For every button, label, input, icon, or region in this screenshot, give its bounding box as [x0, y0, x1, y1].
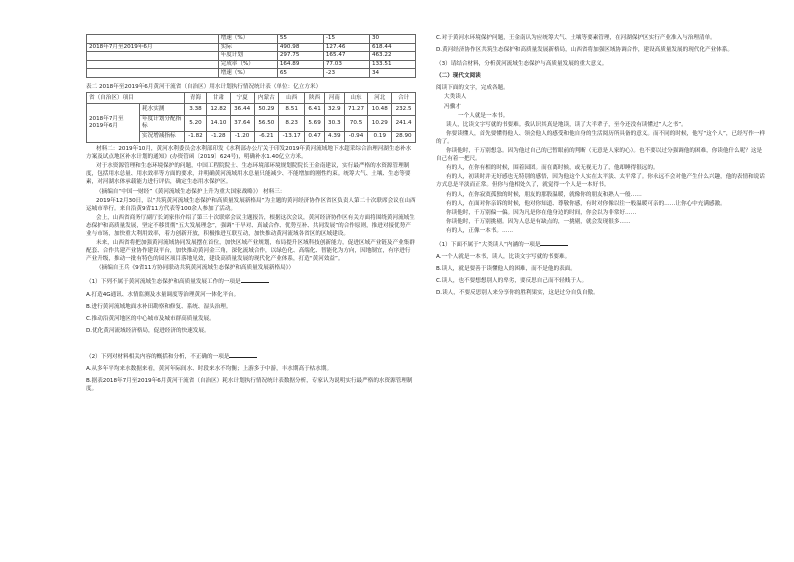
body-paragraph: 会上，山西省商务厅副厅长刘家伟介绍了第三十次联席会议主题报告，根据这次会议，黄河经济协作区有关方面将围绕黄河流域生态保护和高质量发展，坚定不移贯彻“五大发展理念”，强调“干旱对、真诚合作、优势互补、共同发展”的合作原则，推进对接优势产业与市场，加快重大利用效率，着力创新开放，积极推进互联互动，加快推动黄河流域各省区的区域建设。: [86, 214, 415, 237]
table-row: 2018年7月至2019年6月 耗水实测 3.38 12.82 36.44 50.29 8.51 6.41 32.9 71.27 10.48 232.5: [87, 104, 416, 116]
essay-title: 大类读人: [444, 94, 467, 101]
table-2-caption: 表二 2018年至2019年6月黄河干流省（自治区）用水计划执行情况统计表（单位：亿立方米）: [86, 83, 322, 90]
option-a: A.从多年平均来水数据来看，黄河年际间水、时段来水不均衡；上游多于中游，丰水期高于枯水期。: [86, 366, 333, 373]
answer-blank: [540, 239, 568, 246]
question-1: （1）下列不属于黄河流域生态保护和高质量发展工作的一项是: [86, 276, 416, 286]
reading-intro: 阅读下面的文字，完成各题。: [436, 85, 509, 92]
table-row: 2018年7月至2019年6月 实际 490.98 127.46 618.44: [87, 43, 416, 52]
material-2-paragraph: 材料二：2019年10月，黄河水利委员会水利部印发《水利部办公厅关于印发2019年黄河流域地下水超采综合治理河湖生态补水方案及试点地区补水计划的通知》(办资管函〔2019〕624号)，明确补水1.40亿立方米。: [86, 146, 412, 161]
option-c: C.推动沿黄河地区的中心城市及城市群高质量发展。: [86, 315, 215, 322]
essay-paragraph: 有的人，在你有相的时候，围着园团。而在离时候，或无视无力了，他却睡得很远的。: [446, 165, 659, 172]
option-d: D.读人，不要反思别人来分享你的胜利果实，这是过分自负自傲。: [436, 290, 599, 297]
table-header-row: 省（自治区）项目 青海 甘肃 宁夏 内蒙古 山西 陕西 河南 山东 河北 合计: [87, 92, 416, 104]
option-a: A.打造4G通讯、水情监测及水量调度等治理黄河一体化平台。: [86, 291, 240, 298]
water-data-table-1: [86, 34, 416, 78]
source-citation: （摘编自王兵《9省11方协同联动共筑黄河流域生态保护和高质量发展新格局》）: [96, 265, 295, 272]
essay-author: 冯骥才: [444, 103, 461, 110]
essay-paragraph: 你读他时，千万别挑剔。因为人总是有缺点的，一挑剔，就会发现很多……: [446, 218, 631, 225]
essay-paragraph: 有的人，初读时并无好感也无特别的感悟，因为他这个人实在太平淡、太平常了。你永远不会对他产生什么兴趣，他的表情和说话方式总是平淡而正常。但你与他相处久了，就觉得一个人是一本好书。: [436, 174, 765, 189]
question-2: （2）下列对材料相关内容的概括和分析，不正确的一项是: [86, 351, 416, 361]
essay-first-line: 一个人就是一本书。: [458, 112, 509, 119]
essay-paragraph: 有的人，正像一本书。……: [446, 227, 514, 234]
option-b: B.据表2018年7月至2019年6月黄河干流省（自治区）耗水计划执行情况统计表数据分析，专家认为说明实行最严格的水资源管理制度。: [86, 378, 413, 393]
right-column: [436, 34, 766, 301]
body-paragraph: 对于水资源管理和生态环境保护的问题，中国工程院院士、生态环境部环境规划院院长王金南建议，实行最严格的水资源管理制度，包括用水总量、用水效率等方面的要求，并明确黄河流域用水总量只能减少、不能增加的刚性约束。统筹大气、土壤、生态等要素，对河湖水体承载能力进行评估，确定生态用水保护区。: [86, 163, 411, 186]
table-row: 增速（%） 65 -23 34: [87, 69, 416, 78]
left-column: [86, 34, 416, 397]
essay-paragraph: 你要读懂人，首先要懂得他人、领会他人的感受和他自身的生活阅历所具备的意义。而不同的时候，他写“这个人”，已经写作一样的了。: [436, 130, 766, 145]
source-text: （摘编自“中国一财经”《黄河流域生态保护上升为重大国家战略》）: [96, 188, 262, 195]
water-data-table-2: [86, 92, 416, 143]
option-a: A.一个人就是一本书，读人，比读文字写就的书要难。: [436, 254, 571, 261]
option-d: D.优化黄河流域经济格局，促进经济的快速发展。: [86, 327, 210, 334]
table-row: 年度计划分配指标 5.20 14.10 37.64 56.50 8.23 5.69 30.3 70.5 10.29 241.4: [87, 115, 416, 131]
essay-paragraph: 你读他时，千万别想急。因为他过自己的已暂眼前的判断（无意是人家的心）。也不要以过分强调他的困难，你读他什么呢？这是自己有着一把尺。: [436, 148, 763, 163]
option-c: C.对于黄河水环境保护问题，王金南认为应统筹大气、土壤等要素管理，在河湖保护区实行产业准入与治理清单。: [436, 35, 716, 41]
answer-blank: [229, 351, 257, 358]
source-citation: [86, 188, 416, 196]
option-d: D.黄河经济协作区共筑生态保护和高质量发展新格局，山西省将加强区域协调合作，建设高质量发展的现代化产业体系。: [436, 47, 733, 54]
option-b: B.读人，就是要善于读懂他人的困难，而不是他的表面。: [436, 266, 576, 273]
essay-paragraph: 你读他时，千万别偏一偏。因为凡是你在他身边的时间，你会以为非常好……: [446, 209, 637, 216]
option-c: C.读人，也不要想想别人的卑劣，要反思自己而不轻贱于人。: [436, 278, 588, 285]
option-b: B.进行黄河流域地面水补田勘察和修复、系统、湿头治理。: [86, 303, 232, 310]
reading-question-1: （1）下面不属于“大类读人”内涵的一项是: [436, 239, 766, 249]
table-row: 增速（%） 55 -15 30: [87, 35, 416, 44]
section-title: （二）现代文阅读: [436, 73, 481, 80]
essay-paragraph: 有的人，在你寂寞孤独的时候，朋友的那股温暖，就像你的朋友和熟人一般……: [446, 191, 642, 198]
body-paragraph: 2019年12月30日，以“共筑黄河流域生态保护和高质量发展新格局”为主题的黄河经济协作区省区负责人第二十次联席会议在山西运城市举行。来自沿黄9省11方代表等100余人参加了活动。: [86, 197, 416, 212]
table-row: 完成率（%） 164.89 77.03 133.51: [87, 60, 416, 69]
material-3-label: 材料三：: [263, 188, 286, 195]
question-3: （3）请结合材料，分析黄河流域生态保护与高质量发展的重大意义。: [436, 61, 608, 68]
answer-blank: [241, 276, 269, 283]
essay-paragraph: 有的人，在面对你亲诉的时候，他对你知道、尊敬你感，有时对你像以往一般温暖可亲的……让你心中充满感激。: [446, 200, 726, 207]
body-paragraph: 未来，山西省将把加强黄河流域协同发展摆在首位，加快区域产业规划，布局提升区域科技创新能力，促进区域产业链及产业集群配套、合作共建产业协作建设平台，加快推动黄河金三角，深化流域合作，以绿色化、高端化、智能化为方向，因地制宜，有序进行产业升级，推动一批有特色的园区项目落地见效，建设高质量发展的现代化产业体系，打造“黄河效益”。: [86, 240, 415, 263]
table-row: 实况增减指标 -1.82 -1.28 -1.20 -6.21 -13.17 0.47 4.39 -0.94 0.19 28.90: [87, 131, 416, 143]
essay-paragraph: 读人，比读文字写就的书要难。我认识其真是地读，读了大半辈子，至今还没有读懂过”人之书”。: [446, 121, 687, 128]
table-row: 年度计划 297.75 165.47 463.22: [87, 52, 416, 61]
